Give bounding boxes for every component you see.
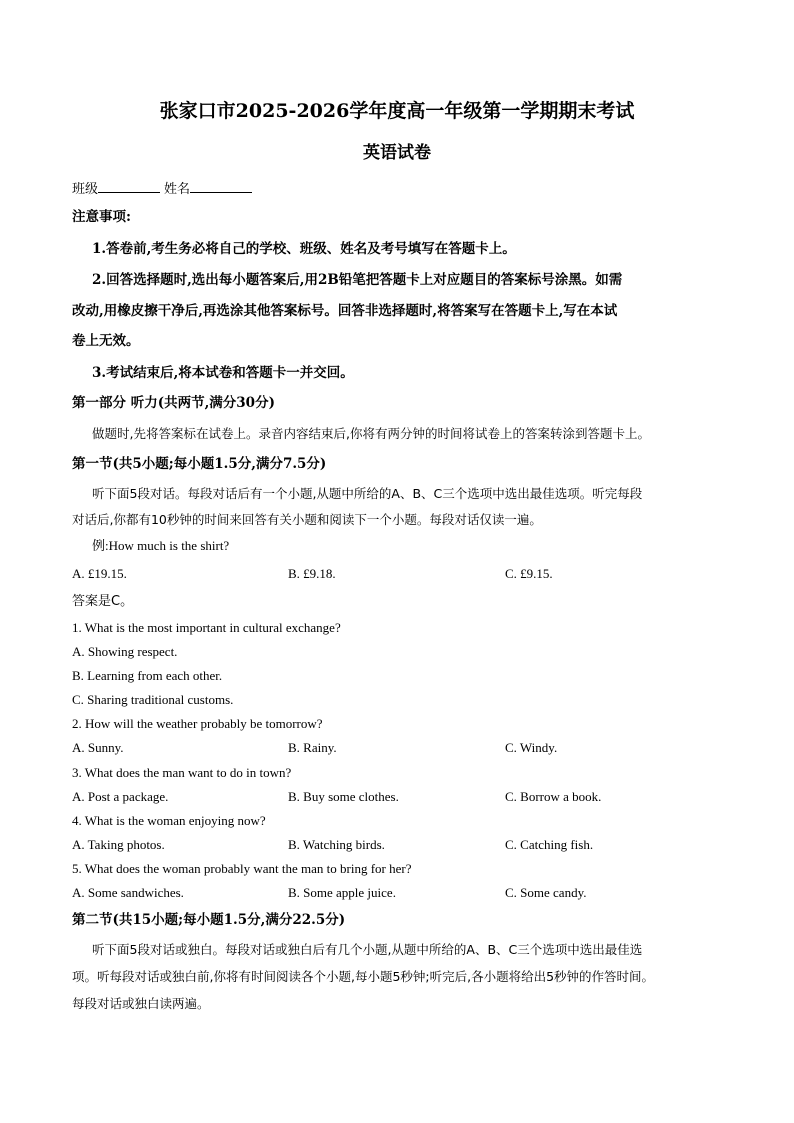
question-5: 5. What does the woman probably want the man to bring for her? — [72, 861, 412, 876]
example-answer: 答案是C。 — [72, 594, 134, 609]
example-option-a: A. £19.15. — [72, 566, 127, 581]
question-4: 4. What is the woman enjoying now? — [72, 813, 266, 828]
q5-option-c: C. Some candy. — [505, 885, 587, 900]
question-3: 3. What does the man want to do in town? — [72, 765, 292, 780]
name-blank — [190, 180, 252, 193]
q3-option-b: B. Buy some clothes. — [288, 789, 399, 804]
q5-option-a: A. Some sandwiches. — [72, 885, 184, 900]
q4-option-b: B. Watching birds. — [288, 837, 385, 852]
q4-option-c: C. Catching fish. — [505, 837, 594, 852]
q2-option-a: A. Sunny. — [72, 740, 124, 755]
q2-option-c: C. Windy. — [505, 740, 558, 755]
notice-item-3: 3.考试结束后,将本试卷和答题卡一并交回。 — [92, 365, 354, 381]
section1-instruction-line-1: 听下面5段对话。每段对话后有一个小题,从题中所给的A、B、C三个选项中选出最佳选项。听完每段 — [92, 486, 643, 501]
question-2: 2. How will the weather probably be tomorrow? — [72, 716, 323, 731]
q2-option-b: B. Rainy. — [288, 740, 337, 755]
class-blank — [98, 180, 160, 193]
example-option-c: C. £9.15. — [505, 566, 553, 581]
exam-subtitle: 英语试卷 — [363, 143, 431, 163]
notice-item-2-line-1: 2.回答选择题时,选出每小题答案后,用2B铅笔把答题卡上对应题目的答案标号涂黑。如需 — [92, 272, 623, 288]
student-info-row — [72, 180, 256, 199]
section1-heading: 第一节(共5小题;每小题1.5分,满分7.5分) — [72, 456, 327, 472]
q4-option-a: A. Taking photos. — [72, 837, 165, 852]
section2-instruction-line-3: 每段对话或独白读两遍。 — [72, 996, 210, 1011]
section2-instruction-line-1: 听下面5段对话或独白。每段对话或独白后有几个小题,从题中所给的A、B、C三个选项中选出最佳选 — [92, 942, 643, 957]
class-label: 班级 — [72, 182, 99, 197]
section2-instruction-line-2: 项。听每段对话或独白前,你将有时间阅读各个小题,每小题5秒钟;听完后,各小题将给出5秒钟的作答时间。 — [72, 969, 655, 984]
name-label: 姓名 — [164, 182, 191, 197]
part1-instruction: 做题时,先将答案标在试卷上。录音内容结束后,你将有两分钟的时间将试卷上的答案转涂到答题卡上。 — [92, 426, 650, 441]
notice-heading: 注意事项: — [72, 209, 131, 225]
q3-option-a: A. Post a package. — [72, 789, 169, 804]
q1-option-b: B. Learning from each other. — [72, 668, 223, 683]
exam-title: 张家口市2025-2026学年度高一年级第一学期期末考试 — [159, 100, 635, 122]
section2-heading: 第二节(共15小题;每小题1.5分,满分22.5分) — [72, 912, 346, 928]
q1-option-a: A. Showing respect. — [72, 644, 178, 659]
notice-item-1: 1.答卷前,考生务必将自己的学校、班级、姓名及考号填写在答题卡上。 — [92, 241, 516, 257]
section1-instruction-line-2: 对话后,你都有10秒钟的时间来回答有关小题和阅读下一个小题。每段对话仅读一遍。 — [72, 512, 542, 527]
question-1: 1. What is the most important in cultural exchange? — [72, 620, 341, 635]
part1-heading: 第一部分 听力(共两节,满分30分) — [72, 395, 275, 411]
notice-item-2-line-2: 改动,用橡皮擦干净后,再选涂其他答案标号。回答非选择题时,将答案写在答题卡上,写在本试 — [72, 303, 618, 319]
q1-option-c: C. Sharing traditional customs. — [72, 692, 234, 707]
notice-item-2-line-3: 卷上无效。 — [72, 333, 140, 349]
q5-option-b: B. Some apple juice. — [288, 885, 396, 900]
example-option-b: B. £9.18. — [288, 566, 336, 581]
example-question: 例:How much is the shirt? — [92, 538, 230, 553]
q3-option-c: C. Borrow a book. — [505, 789, 602, 804]
